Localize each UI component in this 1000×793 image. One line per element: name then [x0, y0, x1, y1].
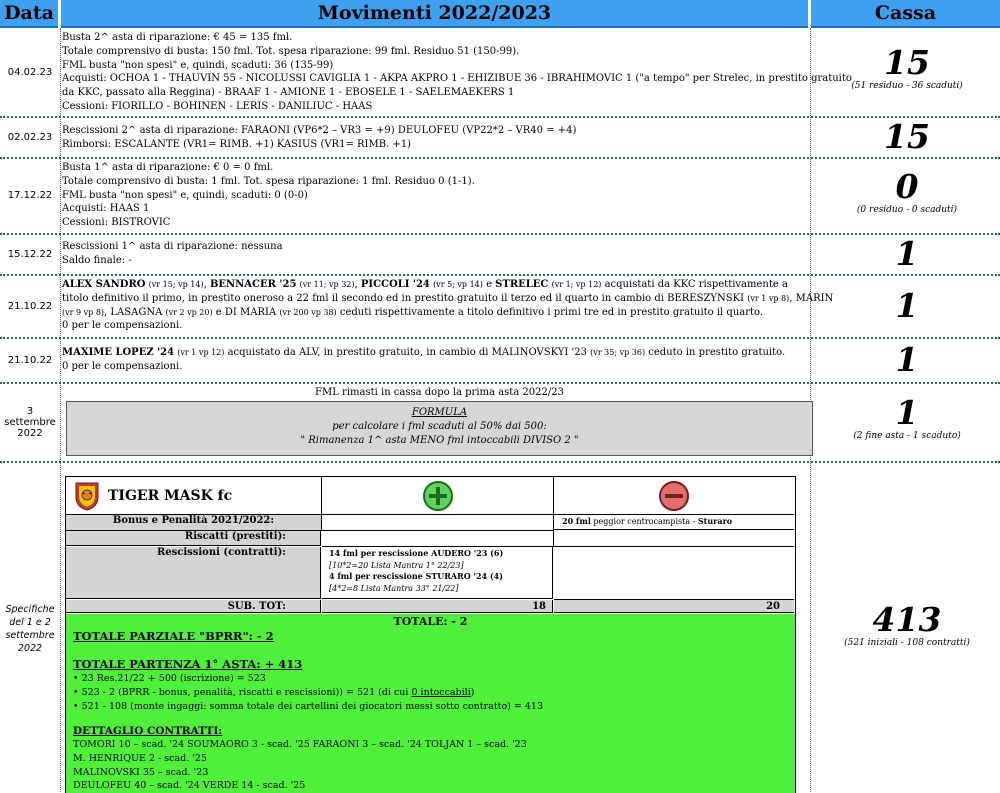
- cassa-note: (521 iniziali - 108 contratti): [844, 638, 970, 648]
- text-line: 0 per le compensazioni.: [62, 360, 183, 372]
- row-text: [62, 240, 283, 268]
- text-line: Rimborsi: ESCALANTE (VR1= RIMB. +1) KASIUS (VR1= RIMB. +1): [62, 138, 412, 150]
- text-line: Totale comprensivo di busta: 1 fml. Tot. spesa riparazione: 1 fml. Residuo 0 (1-1).: [62, 175, 475, 187]
- bonus-minus: [554, 515, 794, 530]
- row-text: [62, 346, 785, 374]
- riscatti-plus: [322, 531, 554, 547]
- text-line: Busta 1^ asta di riparazione: € 0 = 0 fml.: [62, 162, 274, 173]
- row-divider: [0, 382, 1000, 384]
- bullet-item: • 23 Res.21/22 + 500 (iscrizione) = 523: [73, 673, 266, 684]
- bprr-total: TOTALE PARZIALE "BPRR": - 2: [73, 629, 274, 643]
- partenza-total: TOTALE PARTENZA 1° ASTA: + 413: [73, 657, 303, 671]
- rescission-line: 4 fml per rescissione STURARO '24 (4): [329, 571, 504, 581]
- text-line: (vr 9 vp 8), LASAGNA (vr 2 vp 20) e DI MARIA (vr 200 vp 38) ceduti rispettivamente a titolo definitivo i primi tre ed in prestito gratuito il quarto.: [62, 306, 764, 318]
- text-line: FML busta "non spesi" e, quindi, scaduti: 36 (135-99): [62, 59, 334, 71]
- subtot-minus: 20: [554, 600, 794, 613]
- row-divider: [0, 274, 1000, 276]
- text-line: titolo definitivo il primo, in prestito oneroso a 22 fml il secondo ed in prestito gratuito il terzo ed il quarto in cambio di BERESZYNSKI (vr 1 vp 8), MARIN: [62, 292, 834, 304]
- row-date: 15.12.22: [7, 248, 53, 260]
- bullet-item: • 521 - 108 (monte ingaggi: somma totale dei cartellini dei giocatori messi sotto contratto) = 413: [73, 700, 544, 712]
- text-line: ALEX SANDRO (vr 15; vp 14), BENNACER '25 (vr 11; vp 32), PICCOLI '24 (vr 5; vp 14) e STRELEC (vr 1; vp 12) acquistati da KKC rispettivamente a: [62, 279, 788, 290]
- cassa-note: (0 residuo - 0 scaduti): [856, 205, 958, 215]
- cassa-cell: [812, 393, 1000, 442]
- cassa-cell: [812, 286, 1000, 325]
- row-date: 21.10.22: [7, 300, 53, 312]
- intoccabili-link: 0 intoccabili: [411, 686, 471, 698]
- summary-panel: [66, 614, 795, 793]
- row-date: 3 settembre 2022: [4, 405, 56, 439]
- row-date: Specifiche del 1 e 2 settembre 2022: [5, 604, 55, 654]
- rescissioni-plus: [322, 547, 553, 599]
- row-text: [62, 278, 833, 333]
- plus-icon: [422, 480, 454, 512]
- cassa-value: 1: [895, 286, 919, 325]
- row-divider: [0, 233, 1000, 235]
- text-line: Rescissioni 2^ asta di riparazione: FARAONI (VP6*2 – VR3 = +9) DEULOFEU (VP22*2 – VR40 = +4): [62, 125, 577, 136]
- team-table: [65, 476, 796, 793]
- column-divider-left: [60, 28, 61, 792]
- row-date: 21.10.22: [7, 354, 53, 366]
- team-logo-icon: [74, 481, 100, 511]
- cassa-note: (2 fine asta - 1 scaduto): [853, 431, 961, 441]
- bonus-player: Sturaro: [697, 516, 733, 526]
- header-movimenti: Movimenti 2022/2023: [61, 0, 808, 28]
- cassa-cell: [812, 43, 1000, 92]
- cassa-value: 15: [884, 117, 930, 156]
- bonus-label: Bonus e Penalità 2021/2022:: [66, 515, 322, 531]
- row-divider: [0, 461, 1000, 463]
- bonus-plus: [322, 515, 554, 531]
- cassa-cell: [812, 234, 1000, 273]
- text-line: Cessioni: FIORILLO - BOHINEN - LERIS - DANILIUC - HAAS: [62, 100, 373, 112]
- text-line: Saldo finale: -: [62, 254, 132, 266]
- text-line: 0 per le compensazioni.: [62, 320, 183, 332]
- text-line: Rescissioni 1^ asta di riparazione: nessuna: [62, 241, 283, 252]
- row-date: 17.12.22: [7, 190, 53, 201]
- text-line: Acquisti: HAAS 1: [62, 203, 150, 215]
- plus-header-cell: [322, 477, 554, 515]
- rescission-line: 14 fml per rescissione AUDERO '23 (6): [329, 548, 504, 558]
- text-line: Cessioni: BISTROVIC: [62, 217, 171, 229]
- cassa-cell: [812, 340, 1000, 379]
- formula-title: FORMULA: [411, 407, 468, 418]
- formula-line: per calcolare i fml scaduti al 50% dai 500:: [332, 421, 547, 432]
- header-data: Data: [0, 0, 58, 28]
- cassa-value: 413: [872, 600, 942, 639]
- subtot-plus: 18: [322, 600, 553, 613]
- cassa-cell: [812, 600, 1000, 649]
- cassa-value: 15: [884, 43, 930, 82]
- text-line: Busta 2^ asta di riparazione: € 45 = 135 fml.: [62, 32, 293, 43]
- totale-label: TOTALE: - 2: [393, 615, 468, 628]
- rescission-note: [10*2=20 Lista Mantra 1° 22/23]: [329, 560, 464, 570]
- cassa-value: 1: [895, 393, 919, 432]
- text-line: Acquisti: OCHOA 1 - THAUVIN 55 - NICOLUSSI CAVIGLIA 1 - AKPA AKPRO 1 - EHIZIBUE 36 - IBRAHIMOVIC 1 ("a tempo" per Strelec, in prestito gratuito: [62, 73, 852, 85]
- contract-line: DEULOFEU 40 – scad. '24 VERDE 14 - scad. '25: [73, 780, 306, 792]
- row-text: [62, 31, 852, 114]
- row-divider: [0, 337, 1000, 339]
- row-date: 02.02.23: [7, 131, 53, 143]
- formula-line: " Rimanenza 1^ asta MENO fml intoccabili DIVISO 2 ": [300, 435, 579, 446]
- cassa-note: (51 residuo - 36 scaduti): [851, 81, 963, 91]
- minus-header-cell: [554, 477, 794, 515]
- contract-line: M. HENRIQUE 2 - scad. '25: [73, 752, 207, 764]
- riscatti-label: Riscatti (prestiti):: [66, 531, 321, 546]
- bonus-desc: peggior centrocampista -: [593, 517, 696, 526]
- bullet-list: [73, 672, 543, 713]
- text-line: Totale comprensivo di busta: 150 fml. Tot. spesa riparazione: 99 fml. Residuo 51 (150-99).: [62, 45, 520, 57]
- contract-line: TOMORI 10 – scad. '24 SOUMAORO 3 - scad. '25 FARAONI 3 – scad. '24 TOLJAN 1 – scad. '23: [73, 739, 527, 750]
- dettaglio-list: [73, 738, 527, 793]
- team-name: TIGER MASK fc: [108, 487, 233, 504]
- bullet-item: • 523 - 2 (BPRR - bonus, penalità, riscatti e rescissioni)) = 521 (di cui 0 intoccabili): [73, 686, 475, 698]
- rescission-note: [4*2=8 Lista Mantra 33° 21/22]: [329, 583, 459, 593]
- cassa-value: 0: [895, 167, 919, 206]
- row-text: [62, 161, 475, 230]
- cassa-cell: [812, 117, 1000, 156]
- text-line: da KKC, passato alla Reggina) - BRAAF 1 - AMIONE 1 - EBOSELE 1 - SAELEMAEKERS 1: [62, 87, 515, 99]
- row-divider: [0, 157, 1000, 159]
- row-date: 04.02.23: [7, 67, 53, 78]
- minus-icon: [658, 480, 690, 512]
- cassa-value: 1: [895, 340, 919, 379]
- subtot-label: SUB. TOT:: [66, 600, 321, 613]
- row-text: [62, 124, 576, 152]
- cassa-cell: [812, 167, 1000, 216]
- formula-box: [66, 401, 813, 456]
- header-cassa: Cassa: [811, 0, 1000, 28]
- rescissioni-label: Rescissioni (contratti):: [66, 547, 321, 599]
- text-line: FML busta "non spesi" e, quindi, scaduti: 0 (0-0): [62, 189, 308, 201]
- rescissioni-minus: [554, 547, 794, 600]
- row-divider: [0, 116, 1000, 118]
- bonus-amount: 20 fml: [562, 516, 591, 526]
- cassa-heading: FML rimasti in cassa dopo la prima asta 2022/23: [315, 387, 564, 398]
- team-name-cell: [66, 477, 322, 515]
- text-line: MAXIME LOPEZ '24 (vr 1 vp 12) acquistato da ALV, in prestito gratuito, in cambio di MALINOVSKYI '23 (vr 35; vp 36) ceduto in prestito gratuito.: [62, 347, 786, 358]
- dettaglio-title: DETTAGLIO CONTRATTI:: [73, 725, 223, 737]
- contract-line: MALINOVSKI 35 – scad. '23: [73, 766, 209, 778]
- cassa-value: 1: [895, 234, 919, 273]
- riscatti-minus: [554, 531, 794, 547]
